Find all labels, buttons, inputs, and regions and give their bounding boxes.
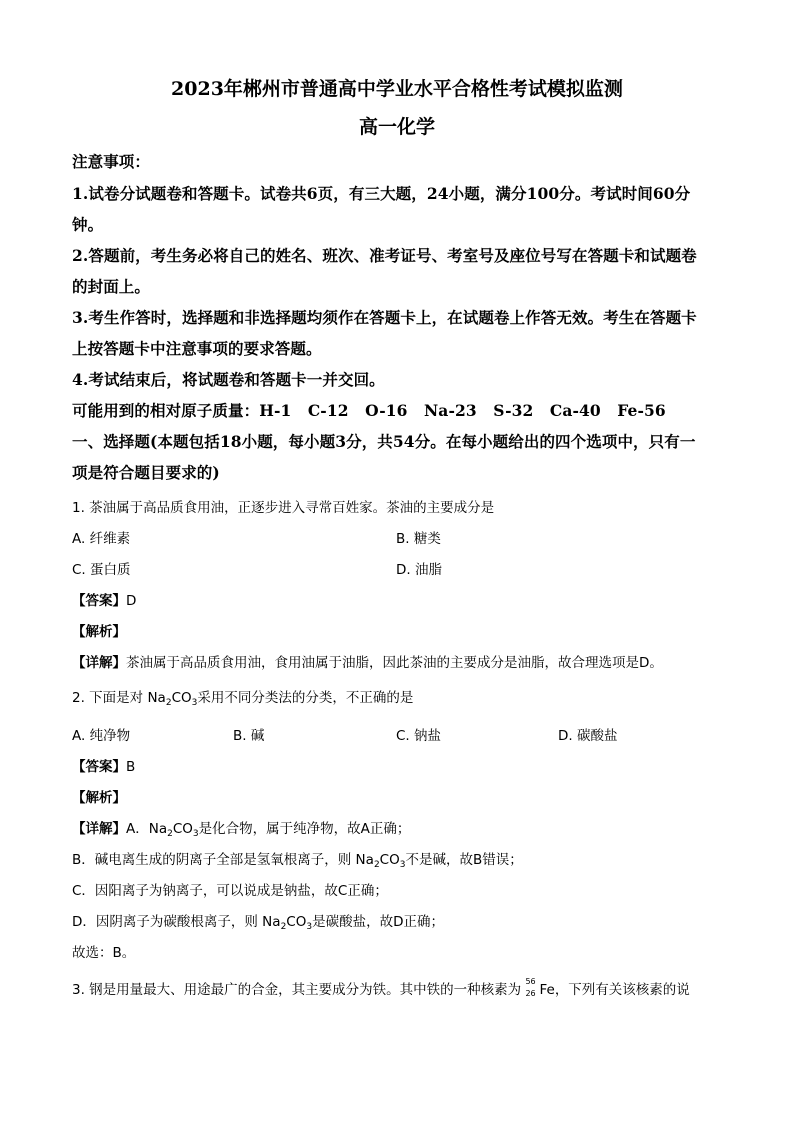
question-1-option-c: C. 蛋白质 <box>72 562 131 578</box>
stem-text: CO <box>171 690 192 706</box>
note-2: 2.答题前，考生务必将自己的姓名、班次、准考证号、考室号及座位号写在答题卡和试题卷 <box>72 246 697 265</box>
analysis-label: 【解析】 <box>72 624 126 640</box>
question-2-detail-b <box>72 848 523 870</box>
detail-text: CO <box>379 852 400 868</box>
subscript: 2 <box>165 698 172 708</box>
subscript: 3 <box>399 860 406 870</box>
stem-text: ，下列有关该核素的说 <box>554 982 690 998</box>
page-title: 2023年郴州市普通高中学业水平合格性考试模拟监测 <box>171 78 623 100</box>
question-1-analysis-label <box>72 620 126 640</box>
question-2-stem <box>72 686 413 708</box>
note-3: 3.考生作答时，选择题和非选择题均须作在答题卡上，在试题卷上作答无效。考生在答题卡 <box>72 308 697 327</box>
subscript: 2 <box>373 860 380 870</box>
answer-label: 【答案】 <box>72 759 126 775</box>
detail-text: A．Na <box>126 821 168 837</box>
detail-text: 不是碱，故B错误； <box>405 852 523 868</box>
question-2-detail-d <box>72 910 444 932</box>
question-2-option-c: C. 钠盐 <box>396 728 442 744</box>
note-1: 1.试卷分试题卷和答题卡。试卷共6页，有三大题，24小题，满分100分。考试时间60分 <box>72 184 691 203</box>
section-heading-cont: 项是符合题目要求的) <box>72 463 220 482</box>
detail-text: 是碳酸盐，故D正确； <box>312 914 444 930</box>
question-2-detail-c: C．因阳离子为钠离子，可以说成是钠盐，故C正确； <box>72 883 388 899</box>
question-1-detail <box>72 651 663 671</box>
question-1-option-d: D. 油脂 <box>396 562 442 578</box>
question-2-analysis-label <box>72 786 126 806</box>
element-symbol: Fe <box>539 982 555 998</box>
atomic-number: 26 <box>525 989 536 998</box>
question-2-answer <box>72 755 135 775</box>
note-4: 4.考试结束后，将试题卷和答题卡一并交回。 <box>72 370 385 389</box>
answer-value: B <box>126 759 136 775</box>
section-heading: 一、选择题(本题包括18小题，每小题3分，共54分。在每小题给出的四个选项中，只有一 <box>72 432 696 451</box>
detail-text: 是化合物，属于纯净物，故A正确； <box>198 821 411 837</box>
detail-text: B．碱电离生成的阴离子全部是氢氧根离子，则 Na <box>72 852 374 868</box>
page-subtitle: 高一化学 <box>358 116 435 138</box>
subscript: 3 <box>306 922 313 932</box>
stem-text: 2. 下面是对 Na <box>72 690 166 706</box>
detail-text: CO <box>172 821 193 837</box>
note-3-cont: 上按答题卡中注意事项的要求答题。 <box>72 339 322 358</box>
notes-heading: 注意事项： <box>72 152 151 171</box>
subscript: 3 <box>192 829 199 839</box>
stem-text: 3. 钢是用量最大、用途最广的合金，其主要成分为铁。其中铁的一种核素为 <box>72 982 522 998</box>
question-2-option-a: A. 纯净物 <box>72 728 131 744</box>
detail-label: 【详解】 <box>72 821 126 837</box>
question-1-option-b: B. 糖类 <box>396 531 441 547</box>
mass-number: 56 <box>525 977 536 986</box>
question-1-stem: 1. 茶油属于高品质食用油，正逐步进入寻常百姓家。茶油的主要成分是 <box>72 500 495 516</box>
question-2-option-d: D. 碳酸盐 <box>558 728 618 744</box>
question-2-conclusion: 故选：B。 <box>72 945 136 961</box>
question-3-stem <box>72 978 690 998</box>
detail-text: CO <box>286 914 307 930</box>
subscript: 2 <box>167 829 173 839</box>
stem-text: 采用不同分类法的分类，不正确的是 <box>197 690 414 706</box>
detail-text: D．因阴离子为碳酸根离子，则 Na <box>72 914 281 930</box>
answer-label: 【答案】 <box>72 593 126 609</box>
note-2-cont: 的封面上。 <box>72 277 151 296</box>
nuclide-notation <box>525 977 539 998</box>
analysis-label: 【解析】 <box>72 790 126 806</box>
detail-text: 茶油属于高品质食用油，食用油属于油脂，因此茶油的主要成分是油脂，故合理选项是D。 <box>126 655 663 671</box>
question-2-detail-a <box>72 817 410 839</box>
question-1-option-a: A. 纤维素 <box>72 531 131 547</box>
subscript: 3 <box>191 698 198 708</box>
question-2-option-b: B. 碱 <box>233 728 265 744</box>
note-1-cont: 钟。 <box>72 215 104 234</box>
question-1-answer <box>72 589 136 609</box>
answer-value: D <box>126 593 137 609</box>
detail-label: 【详解】 <box>72 655 126 671</box>
atomic-mass-line: 可能用到的相对原子质量：H-1 C-12 O-16 Na-23 S-32 Ca-40 Fe-56 <box>72 401 666 420</box>
subscript: 2 <box>280 922 287 932</box>
